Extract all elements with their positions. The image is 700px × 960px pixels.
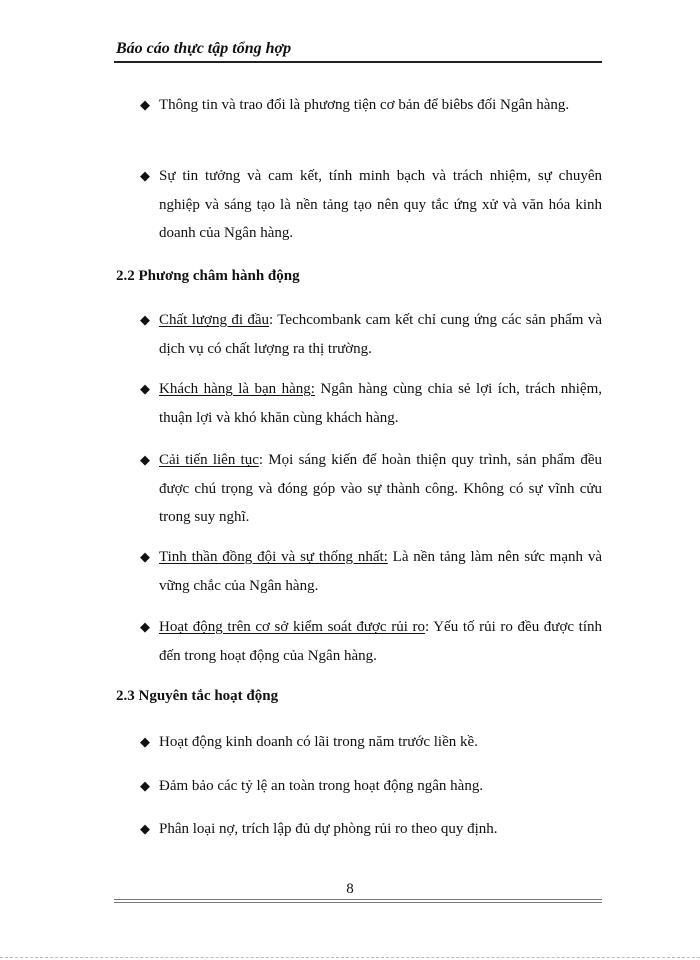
bullet-icon: ◆	[140, 821, 150, 836]
list-item	[140, 728, 602, 757]
list-item	[140, 815, 602, 844]
bullet-icon: ◆	[140, 97, 150, 112]
list-item-term: Cải tiến liên tục	[159, 452, 259, 468]
list-item-body: Yếu tố rủi ro đều được tính đến trong hoạt động của Ngân hàng.	[159, 619, 602, 664]
bullet-icon: ◆	[140, 734, 150, 749]
list-item-separator: :	[424, 619, 430, 635]
list-item	[140, 375, 602, 432]
bullet-icon: ◆	[140, 381, 150, 396]
list-item-body: Mọi sáng kiến để hoàn thiện quy trình, sản phẩm đều được chú trọng và đóng góp vào sự thành công. Không có sự vĩnh cửu trong suy nghĩ.	[159, 452, 602, 525]
header-rule	[114, 61, 602, 63]
list-item-term: Chất lượng đi đầu	[159, 312, 270, 328]
list-item	[140, 91, 602, 120]
bullet-icon: ◆	[140, 778, 150, 793]
section-heading: 2.2 Phương châm hành động	[116, 268, 300, 284]
list-item	[140, 543, 602, 600]
list-item-text	[159, 375, 602, 432]
bullet-icon: ◆	[140, 549, 150, 564]
list-item	[140, 772, 602, 801]
list-item-text	[159, 543, 602, 600]
list-item-text	[159, 446, 602, 532]
bullet-icon: ◆	[140, 312, 150, 327]
footer-rule	[114, 902, 602, 903]
bullet-icon: ◆	[140, 168, 150, 183]
list-item-separator: :	[258, 452, 264, 468]
list-item-body: Là nền tảng làm nên sức mạnh và vững chắc của Ngân hàng.	[159, 549, 602, 594]
bullet-icon: ◆	[140, 452, 150, 467]
footer-rule	[114, 899, 602, 900]
list-item	[140, 306, 602, 363]
list-item-term: Hoạt động trên cơ sở kiểm soát được rủi ro	[159, 619, 425, 635]
list-item-body: Techcombank cam kết chỉ cung ứng các sản phẩm và dịch vụ có chất lượng ra thị trường.	[159, 312, 603, 357]
list-item-separator: :	[269, 312, 274, 328]
list-item-term: Tinh thần đồng đội và sự thống nhất:	[159, 549, 388, 565]
bullet-icon: ◆	[140, 619, 150, 634]
header-title: Báo cáo thực tập tổng hợp	[116, 40, 292, 57]
list-item-text	[159, 613, 602, 670]
list-item-text: Thông tin và trao đổi là phương tiện cơ bản để biêbs đối Ngân hàng.	[159, 97, 570, 113]
list-item-term: Khách hàng là bạn hàng:	[159, 381, 315, 397]
list-item-text: Sự tin tưởng và cam kết, tính minh bạch và trách nhiệm, sự chuyên nghiệp và sáng tạo là nền tảng tạo nên quy tắc ứng xử và văn hóa kinh doanh của Ngân hàng.	[159, 168, 602, 241]
list-item-text	[159, 306, 602, 363]
page-number: 8	[346, 881, 354, 897]
list-item-text: Đảm bảo các tỷ lệ an toàn trong hoạt động ngân hàng.	[159, 778, 484, 794]
section-heading: 2.3 Nguyên tắc hoạt động	[116, 688, 279, 704]
list-item	[140, 613, 602, 670]
list-item-text: Phân loại nợ, trích lập đủ dự phòng rủi ro theo quy định.	[159, 821, 498, 837]
list-item-text: Hoạt động kinh doanh có lãi trong năm trước liền kề.	[159, 734, 478, 750]
list-item-body: Ngân hàng cùng chia sẻ lợi ích, trách nhiệm, thuận lợi và khó khăn cùng khách hàng.	[159, 381, 602, 426]
list-item	[140, 446, 602, 532]
list-item	[140, 162, 602, 248]
page-edge	[0, 957, 700, 958]
